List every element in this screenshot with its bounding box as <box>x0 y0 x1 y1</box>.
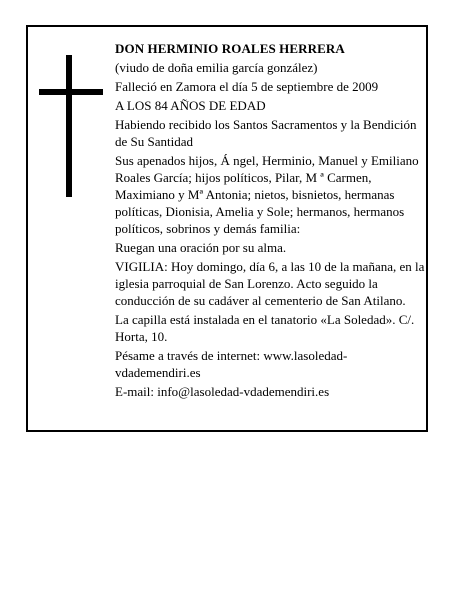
cross-vertical-bar <box>66 55 72 197</box>
obituary-notice <box>26 25 428 432</box>
sacraments-paragraph: Habiendo recibido los Santos Sacramentos y la Bendición de Su Santidad <box>115 117 417 149</box>
vigil-paragraph: VIGILIA: Hoy domingo, día 6, a las 10 de la mañana, en la iglesia parroquial de San Lorenzo. Acto seguido la conducción de su cadáver al cementerio de San Atilano. <box>115 259 425 308</box>
family-paragraph: Sus apenados hijos, Á ngel, Herminio, Manuel y Emiliano Roales García; hijos políticos, Pilar, M ª Carmen, Maximiano y Mª Antonia; nietos, bisnietos, hermanas políticas, Dionisia, Amelia y Sole; hermanos, hermanos políticos, sobrinos y demás familia: <box>115 153 419 236</box>
age-line: A LOS 84 AÑOS DE EDAD <box>115 98 266 113</box>
cross-icon <box>39 55 103 197</box>
death-date-line: Falleció en Zamora el día 5 de septiembre de 2009 <box>115 79 379 94</box>
chapel-paragraph: La capilla está instalada en el tanatorio «La Soledad». C/. Horta, 10. <box>115 312 415 344</box>
deceased-name: DON HERMINIO ROALES HERRERA <box>115 41 345 56</box>
cross-horizontal-bar <box>39 89 103 95</box>
notice-text <box>115 40 425 402</box>
condolence-web-paragraph: Pésame a través de internet: www.lasoledad-vdademendiri.es <box>115 348 348 380</box>
email-line: E-mail: info@lasoledad-vdademendiri.es <box>115 384 330 399</box>
widow-of-line: (viudo de doña emilia garcía gonzález) <box>115 60 318 75</box>
prayer-line: Ruegan una oración por su alma. <box>115 240 287 255</box>
